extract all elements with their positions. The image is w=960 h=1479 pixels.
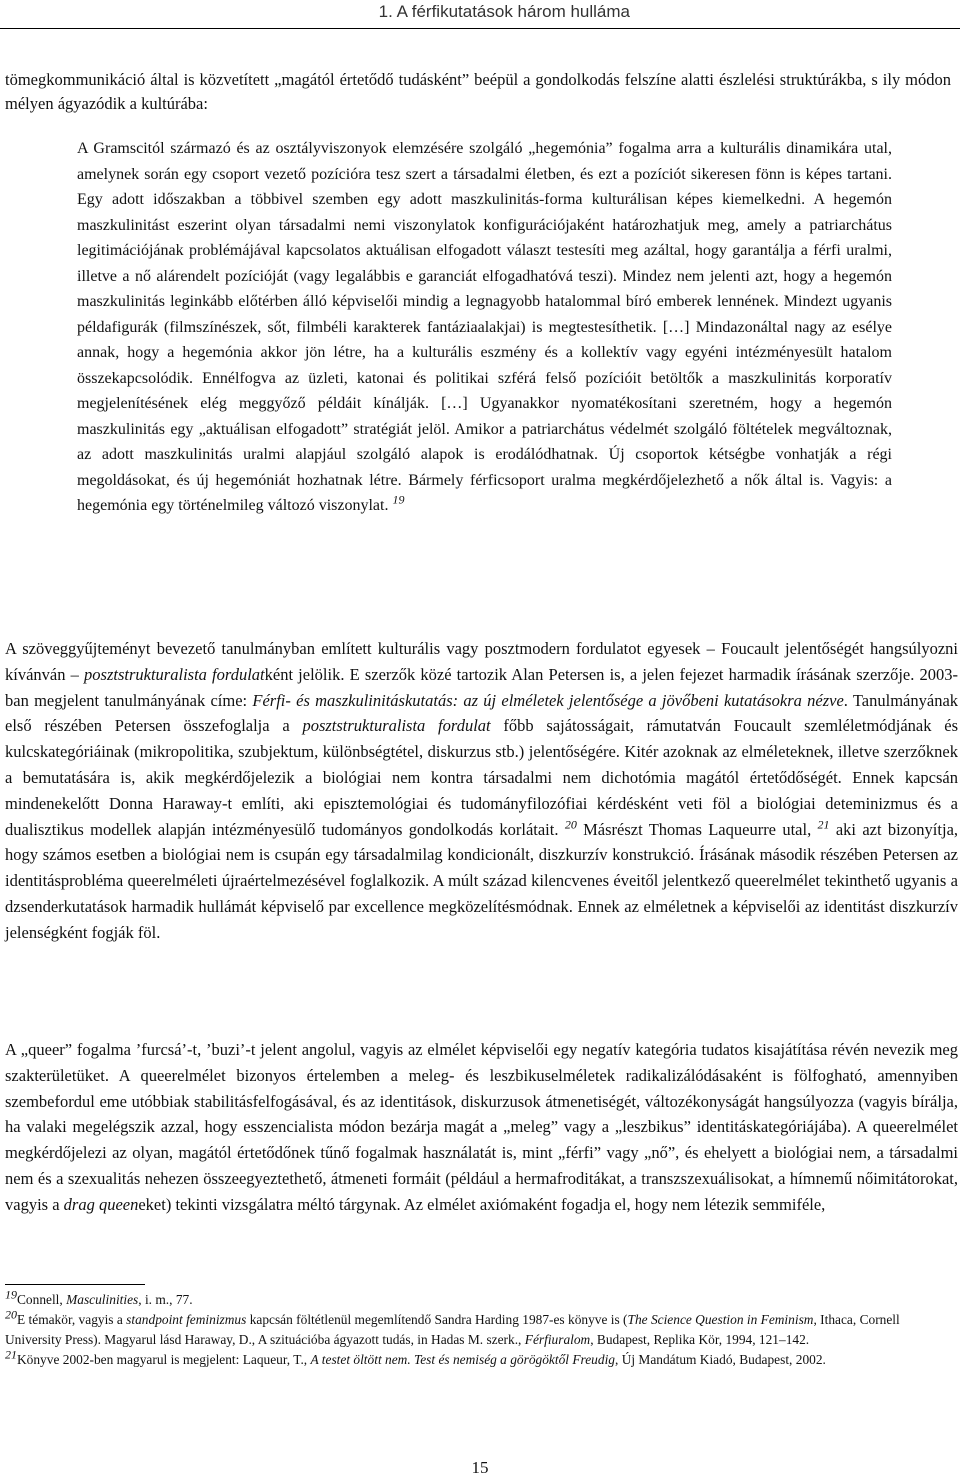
paragraph-text: ként jelölik. E szerzők közé tartozik Alan Petersen is, a jelen fejezet harmadik írásának szerzője. 2003-ban megjelent tanulmányának címe: [5, 664, 959, 710]
paragraph-queer [5, 1037, 958, 1218]
running-header-title: 1. A férfikutatások három hulláma [378, 2, 630, 21]
footnote-text: , i. m., 77. [138, 1292, 193, 1307]
footnote-20 [5, 1307, 958, 1350]
paragraph-text: A „queer” fogalma ’furcsá’-t, ’buzi’-t jelent angolul, vagyis az elmélet képviselői egy negatív kategória tudatos kisajátítása révén nevezik meg szakterületüket. A queerelmélet bizonyos értelemben a meleg- és leszbikuselméletek radikalizálódásaként is fölfogható, amennyiben szembefordul eme utóbbiak stabilitásfelfogásával, és az identitások, diskurzusok átmenetiségét, változékonyságát hangsúlyozza (vagyis bírálja, ha valaki megelégszik azzal, hogy esszencialista módon bezárja magát a „meleg” vagy a „leszbikus” identitáskategóriájába). A queerelmélet megkérdőjelezi az olyan, magától értetődőnek tűnő fogalmak használatát is, mint „férfi” vagy „nő”, és ehelyett a biológiai nem, a társadalmi nem és a szexualitás nehezen összeegyeztethető, átmeneti formáit (például a hermafroditákat, a transzszexuálisokat, a hímnemű nőimitátorokat, vagyis a [5, 1040, 958, 1214]
footnote-title: Masculinities [66, 1292, 139, 1307]
paragraph-text: aki azt bizonyítja, hogy számos esetben a biológiai nem is csupán egy társadalmilag kondicionált, diszkurzív konstrukció. Írásának második részében Petersen az identitásprobléma queerelméleti újraértelmezésével foglalkozik. A múlt század kilencvenes éveitől jelentkező queerelmélet tekinthető ugyanis a dzsenderkutatások harmadik hullámát képviselő par excellence megközelítésmódnak. Ennek az elméletnek a képviselői az identitást diszkurzív jelenségként fogják föl. [5, 819, 959, 942]
footnote-text: Könyve 2002-ben magyarul is megjelent: Laqueur, T., [17, 1352, 308, 1367]
footnote-title: The Science Question in Feminism [627, 1312, 814, 1327]
footnote-19 [5, 1287, 958, 1310]
footnote-text: , Ithaca, Cornell University Press). Magyarul lásd Haraway, D., A szituációba ágyazott tudás, in Hadas M. szerk., [5, 1312, 900, 1347]
paragraph-text: Másrészt Thomas Laqueurre utal, [583, 819, 812, 839]
footnote-text: kapcsán föltétlenül megemlítendő Sandra Harding 1987-es könyve is ( [249, 1312, 628, 1327]
footnote-divider [5, 1284, 145, 1285]
footnote-number: 20 [5, 1307, 17, 1322]
footnote-ref-19[interactable]: 19 [392, 492, 405, 507]
footnote-text: Connell, [17, 1292, 63, 1307]
footnotes [5, 1287, 958, 1370]
footnote-number: 21 [5, 1347, 17, 1362]
footnote-text: E témakör, vagyis a [17, 1312, 123, 1327]
paragraph-poststructuralist [5, 636, 958, 946]
footnote-text: , Új Mandátum Kiadó, Budapest, 2002. [615, 1352, 826, 1367]
running-header [0, 0, 960, 29]
footnote-text: , Budapest, Replika Kör, 1994, 121–142. [590, 1332, 810, 1347]
footnote-term: standpoint feminizmus [126, 1312, 247, 1327]
paragraph-text: A szöveggyűjteményt bevezető tanulmányban említett kulturális vagy posztmodern fordulatot egyesek – Foucault jelentőségét hangsúlyozni kívánván – [5, 639, 958, 684]
footnote-ref-20[interactable]: 20 [564, 817, 577, 832]
paragraph-text: eket) tekinti vizsgálatra méltó tárgynak. Az elmélet axiómaként fogadja el, hogy nem létezik semmiféle, [138, 1194, 826, 1214]
paragraph-text: főbb sajátosságait, rámutatván Foucault szemléletmódjának és kulcskategóriáinak (mikropolitika, szubjektum, különbségtétel, diskurzus stb.) jelentőségére. Kitér azoknak az elméleteknek, illetve szerzőknek a bemutatására is, akik megkérdőjelezik a biológiai nem kontra társadalmi nem dichotómia magától értetődőségét. Ennek kapcsán mindenekelőtt Donna Haraway-t említi, aki episztemológiai és tudományfilozófiai kérdésként veti föl a biológiai deteminizmus és a dualisztikus modellek alapján intézményesülő tudományos gondolkodás korlátait. [5, 716, 959, 839]
footnote-number: 19 [5, 1287, 17, 1302]
paragraph-intro [5, 68, 951, 116]
emphasis-term: posztstrukturalista fordulat [302, 716, 491, 736]
block-quote [77, 136, 892, 519]
footnote-title: A testet öltött nem. Test és nemiség a görögöktől Freudig [310, 1352, 615, 1367]
emphasis-term: drag queen [63, 1194, 139, 1214]
paragraph-intro-text: tömegkommunikáció által is közvetített „magától értetődő tudásként” beépül a gondolkodás felszíne alatti észlelési struktúrákba, s ily módon mélyen ágyazódik a kultúrába: [5, 70, 951, 113]
page-number: 15 [471, 1458, 489, 1477]
article-title: Férfi- és maszkulinitáskutatás: az új elméletek jelentősége a jövőbeni kutatásokra nézve [252, 690, 844, 710]
footnote-21 [5, 1347, 958, 1370]
footnote-ref-21[interactable]: 21 [817, 817, 830, 832]
emphasis-term: posztstrukturalista fordulat [84, 664, 265, 684]
block-quote-text: A Gramscitól származó és az osztályviszonyok elemzésére szolgáló „hegemónia” fogalma arra a kulturális dinamikára utal, amelynek során egy csoport vezető pozícióra tesz szert a társadalmi életben, és ezt a pozíciót sikeresen fönn is képes tartani. Egy adott időszakban a többivel szemben egy adott maszkulinitás-forma kulturálisan képes kiemelkedni. A hegemón maszkulinitást eszerint olyan társadalmi nemi viszonylatok konfigurációjaként határozhatjuk meg, amely a patriarchátus legitimációjának problémájával kapcsolatos aktuálisan elfogadott választ testesíti meg azáltal, hogy garantálja a férfi uralmi, illetve a nő alárendelt pozícióját (vagy legalábbis e garanciát elfogadhatóvá teszi). Mindez nem jelenti azt, hogy a hegemón maszkulinitás leginkább előtérben álló képviselői mindig a legnagyobb hatalommal bíró emberek lennének. Mindezt ugyanis példafigurák (filmszínészek, sőt, filmbéli karakterek fantáziaalakjai) is megtestesíthetik. […] Mindazonáltal nagy az esélye annak, hogy a hegemónia akkor jön létre, ha a kulturális eszmény és a kollektív vagy egyéni intézményesült hatalom összekapcsolódik. Ennélfogva az üzleti, katonai és politikai szférá felső pozícióit betöltők a maszkulinitás korporatív megjelenítésének elég meggyőző példáit kínálják. […] Ugyanakkor nyomatékosítani szeretném, hogy a hegemón maszkulinitás egy „aktuálisan elfogadott” stratégiát jelöl. Amikor a patriarchátus védelmét szolgáló föltételek megváltoznak, az adott maszkulinitás uralmi alapjául szolgáló alapok is erodálódhatnak. Új csoportok kétségbe vonhatják a régi megoldásokat, és új hegemóniát hozhatnak létre. Bármely férficsoport uralma megkérdőjelezhető a nők által is. Vagyis: a hegemónia egy történelmileg változó viszonylat. [77, 140, 892, 514]
footnote-title: Férfiuralom [524, 1332, 591, 1347]
paragraph-text: . Tanulmányának első részében Petersen összefoglalja a [5, 690, 959, 736]
